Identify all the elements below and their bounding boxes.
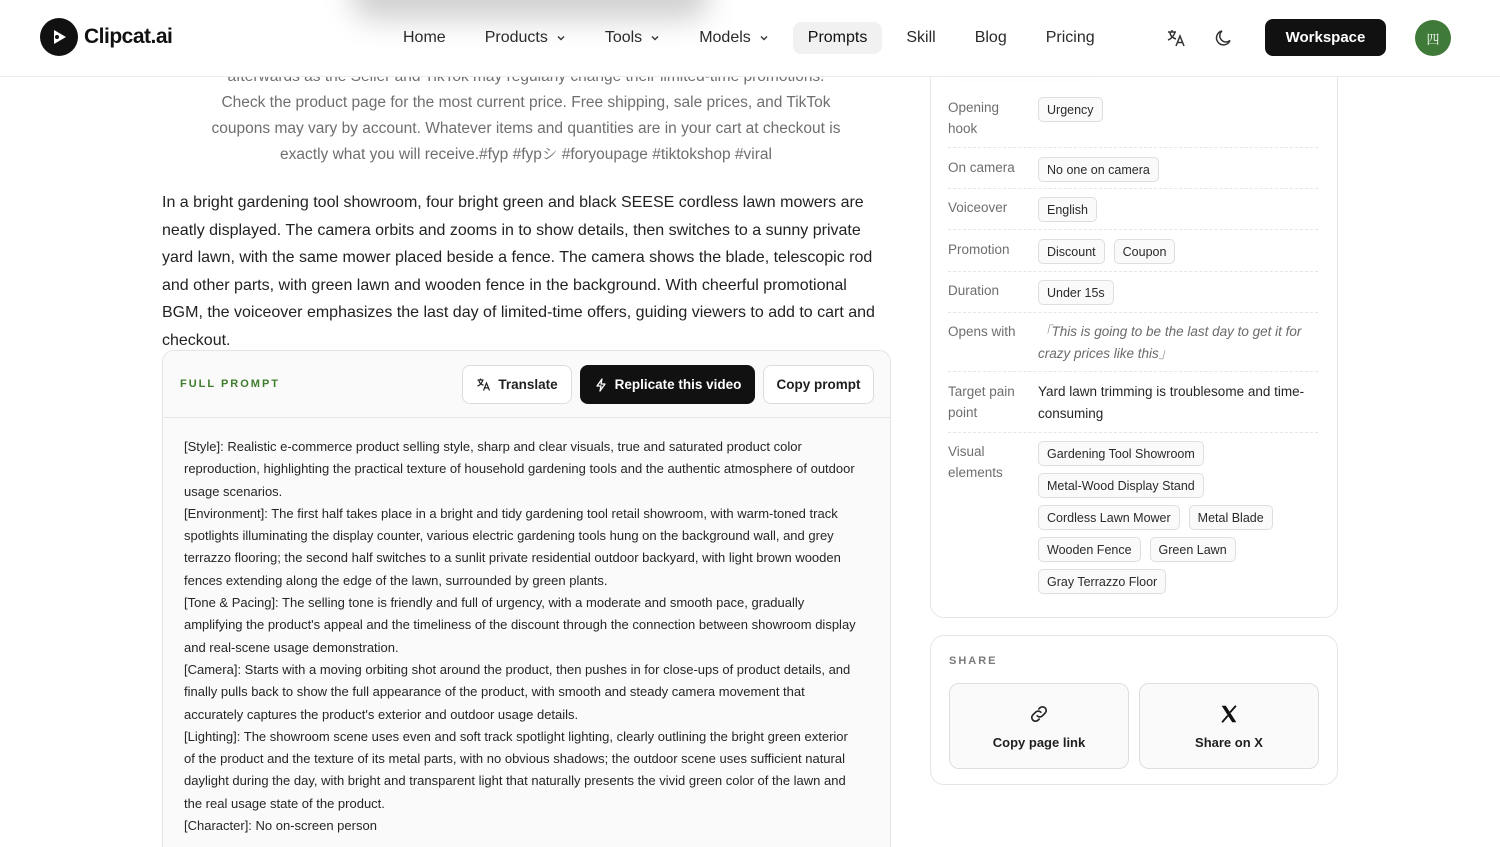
share-card [930,635,1338,785]
attr-values [1038,321,1323,365]
tag-chip[interactable]: Metal-Wood Display Stand [1038,473,1204,498]
prompt-line: accurately captures the product's exterior and outdoor usage details. [184,706,579,722]
chevron-down-icon [759,33,769,43]
attr-row-promotion [948,239,1318,272]
tag-chip[interactable]: Discount [1038,239,1105,264]
prompt-line: usage scenarios. [184,483,283,499]
pain-point-text: Yard lawn trimming is troublesome and time-consuming [1038,384,1305,421]
attr-label: On camera [948,160,1015,175]
chevron-down-icon [650,33,660,43]
lightning-icon [594,378,608,392]
caption-line: coupons may vary by account. Whatever items and quantities are in your cart at checkout is [211,120,841,137]
prompt-line: [Character]: No on-screen person [184,818,377,834]
prompt-text [163,418,890,837]
attr-label: Voiceover [948,200,1008,215]
prompt-line: of the product and the texture of its metal parts, with no obvious shadows; the outdoor scene uses sufficient natural [184,751,845,767]
attr-label: Opens with [948,324,1016,339]
attr-values [1038,441,1323,601]
replicate-label: Replicate this video [614,377,742,392]
attr-values [1038,239,1323,271]
copy-prompt-button[interactable] [763,365,874,404]
x-logo-icon [1218,703,1240,725]
copy-prompt-label: Copy prompt [776,377,861,392]
moon-icon[interactable] [1213,27,1235,49]
tag-chip[interactable]: Coupon [1114,239,1176,264]
caption-line: exactly what you will receive.#fyp #fypシ #foryoupage #tiktokshop #viral [280,146,772,163]
tag-chip[interactable]: Wooden Fence [1038,537,1141,562]
nav-label: Pricing [1045,29,1095,46]
prompt-line: [Camera]: Starts with a moving orbiting shot around the product, then pushes in for close-ups of product details, and [184,661,851,677]
main-nav [388,22,1119,54]
share-x-label: Share on X [1195,734,1263,750]
attr-values [1038,381,1323,425]
link-icon [1028,703,1050,725]
workspace-button[interactable]: Workspace [1265,19,1386,56]
tag-chip[interactable]: Cordless Lawn Mower [1038,505,1180,530]
attr-row-on-camera [948,157,1318,189]
prompt-title: FULL PROMPT [180,378,281,390]
attr-row-visual-elements [948,441,1318,601]
nav-label: Home [403,29,446,46]
replicate-video-button[interactable] [580,365,755,404]
translate-button[interactable] [462,365,572,404]
prompt-line: [Tone & Pacing]: The selling tone is friendly and full of urgency, with a moderate and smooth pace, gradually [184,595,805,611]
prompt-line: and real-scene usage demonstration. [184,639,399,655]
translate-icon[interactable] [1165,27,1187,49]
nav-label: Tools [604,29,643,46]
attr-label: Promotion [948,242,1010,257]
nav-tools[interactable] [590,22,675,54]
attr-row-voiceover [948,197,1318,230]
translate-icon [476,377,491,392]
share-title: SHARE [949,655,998,667]
attr-label: Target pain point [948,384,1015,420]
prompt-line: daylight during the day, with bright and transparent light that naturally presents the vivid green color of the lawn and [184,773,846,789]
nav-pricing[interactable] [1031,22,1110,54]
prompt-line: amplifying the product's appeal and the timeliness of the discount through the connection between showroom display [184,617,856,633]
prompt-line: [Lighting]: The showroom scene uses even and soft track spotlight lighting, clearly outlining the bright green exterior [184,728,848,744]
tag-chip[interactable]: Under 15s [1038,280,1114,305]
prompt-line: terrazzo flooring; the second half switches to a sunlit private residential outdoor backyard, with light brown wooden [184,550,841,566]
tag-chip[interactable]: English [1038,197,1097,222]
translate-label: Translate [498,377,558,392]
prompt-line: spotlights illuminating the display counter, various electric gardening tools hung on the background wall, and grey [184,528,834,544]
brand-logo[interactable] [40,18,172,56]
share-on-x-button[interactable] [1139,683,1319,769]
chevron-down-icon [556,33,566,43]
attr-label: Visual elements [948,444,1003,480]
nav-models[interactable] [684,22,784,54]
attr-values [1038,97,1323,129]
nav-skill[interactable] [891,22,950,54]
nav-prompts[interactable] [793,22,883,54]
prompt-line: the real usage state of the product. [184,795,385,811]
avatar[interactable]: 四 [1415,20,1451,56]
attr-values [1038,197,1323,229]
header-shadow-decoration [350,0,710,20]
opening-quote: 「This is going to be the last day to get it for crazy prices like this」 [1038,324,1302,361]
attr-row-opening-hook [948,97,1318,148]
tag-chip[interactable]: Gray Terrazzo Floor [1038,569,1166,594]
attr-label: Opening hook [948,100,1000,136]
tag-chip[interactable]: No one on camera [1038,157,1159,182]
attr-row-target-pain-point [948,381,1318,433]
clipcat-logo-icon [40,18,78,56]
video-caption [170,64,882,168]
copy-link-label: Copy page link [992,734,1086,750]
attr-row-duration [948,280,1318,313]
attr-values [1038,280,1323,312]
tag-chip[interactable]: Gardening Tool Showroom [1038,441,1204,466]
attr-values [1038,157,1323,189]
nav-home[interactable] [388,22,461,54]
brand-name: Clipcat.ai [84,25,173,48]
prompt-line: finally pulls back to show the full appearance of the product, with smooth and steady camera movement that [184,684,805,700]
caption-line: Check the product page for the most current price. Free shipping, sale prices, and TikTok [221,94,831,111]
prompt-line: reproduction, highlighting the practical texture of household gardening tools and the authentic atmosphere of outdoor [184,461,855,477]
nav-label: Prompts [807,29,868,46]
prompt-line: [Style]: Realistic e-commerce product selling style, sharp and clear visuals, true and saturated product color [184,439,802,454]
attr-row-opens-with [948,321,1318,372]
nav-label: Skill [906,29,936,46]
attr-label: Duration [948,283,1000,298]
prompt-line: [Environment]: The first half takes place in a bright and tidy gardening tool retail showroom, with warm-toned track [184,505,838,521]
full-prompt-card [162,350,891,847]
prompt-line: fences extending along the edge of the lawn, surrounded by green plants. [184,572,608,588]
prompt-card-header [163,351,890,418]
nav-blog[interactable] [960,22,1022,54]
nav-products[interactable] [470,22,581,54]
copy-page-link-button[interactable] [949,683,1129,769]
nav-label: Blog [974,29,1007,46]
nav-label: Products [484,29,548,46]
nav-label: Models [699,29,751,46]
tag-chip[interactable]: Urgency [1038,97,1103,122]
top-header [0,0,1500,77]
tag-chip[interactable]: Green Lawn [1150,537,1236,562]
video-description: In a bright gardening tool showroom, four bright green and black SEESE cordless lawn mowers are neatly displayed. The camera orbits and zooms in to show details, then switches to a sunny private yard lawn, with the same mower placed beside a fence. The camera shows the blade, telescopic rod and other parts, with green lawn and wooden fence in the background. With cheerful promotional BGM, the voiceover emphasizes the last day of limited-time offers, guiding viewers to add to cart and checkout. [162,194,875,349]
tag-chip[interactable]: Metal Blade [1189,505,1273,530]
